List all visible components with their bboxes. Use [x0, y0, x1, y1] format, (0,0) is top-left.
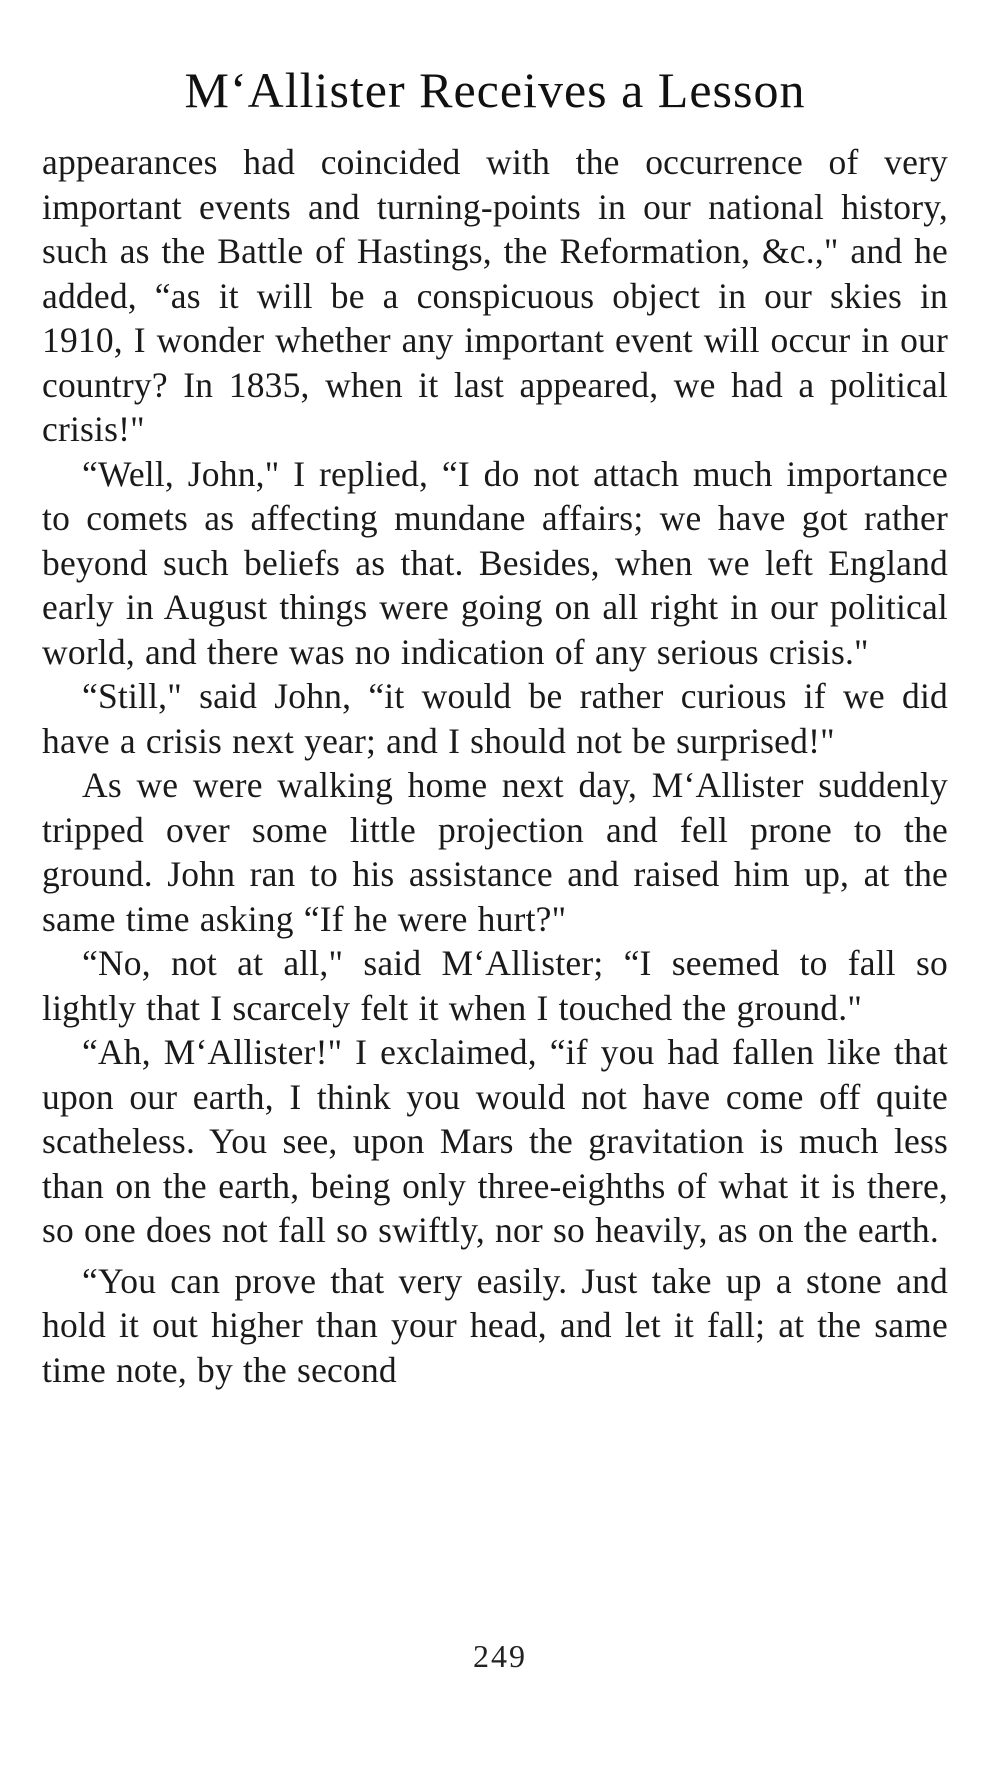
page-number: 249: [473, 1638, 527, 1674]
paragraph: “Ah, M‘Allister!" I exclaimed, “if you had fallen like that upon our earth, I think you would not have come off quite scatheless. You see, upon Mars the gravitation is much less than on the earth, being only three-eighths of what it is there, so one does not fall so swiftly, nor so heavily, as on the earth.: [42, 1032, 948, 1250]
paragraph: appearances had coincided with the occurrence of very important events and turning-points in our national history, such as the Battle of Hastings, the Reformation, &c.," and he added, “as it will be a conspicuous object in our skies in 1910, I wonder whether any important event will occur in our country? In 1835, when it last appeared, we had a political crisis!": [42, 142, 948, 449]
paragraph: “You can prove that very easily. Just take up a stone and hold it out higher than your head, and let it fall; at the same time note, by the second: [42, 1260, 948, 1390]
running-head: M‘Allister Receives a Lesson: [184, 62, 806, 118]
paragraph: As we were walking home next day, M‘Allister suddenly tripped over some little projection and fell prone to the ground. John ran to his assistance and raised him up, at the same time asking “If he were hurt?": [42, 765, 948, 939]
paragraph: “Still," said John, “it would be rather curious if we did have a crisis next year; and I should not be surprised!": [42, 676, 948, 761]
book-page: [42, 50, 948, 1392]
paragraph: “Well, John," I replied, “I do not attach much importance to comets as affecting mundane affairs; we have got rather beyond such beliefs as that. Besides, when we left England early in August things were going on all right in our political world, and there was no indication of any serious crisis.": [42, 453, 948, 672]
paragraph: “No, not at all," said M‘Allister; “I seemed to fall so lightly that I scarcely felt it when I touched the ground.": [42, 943, 948, 1028]
body-text: [42, 140, 948, 1392]
